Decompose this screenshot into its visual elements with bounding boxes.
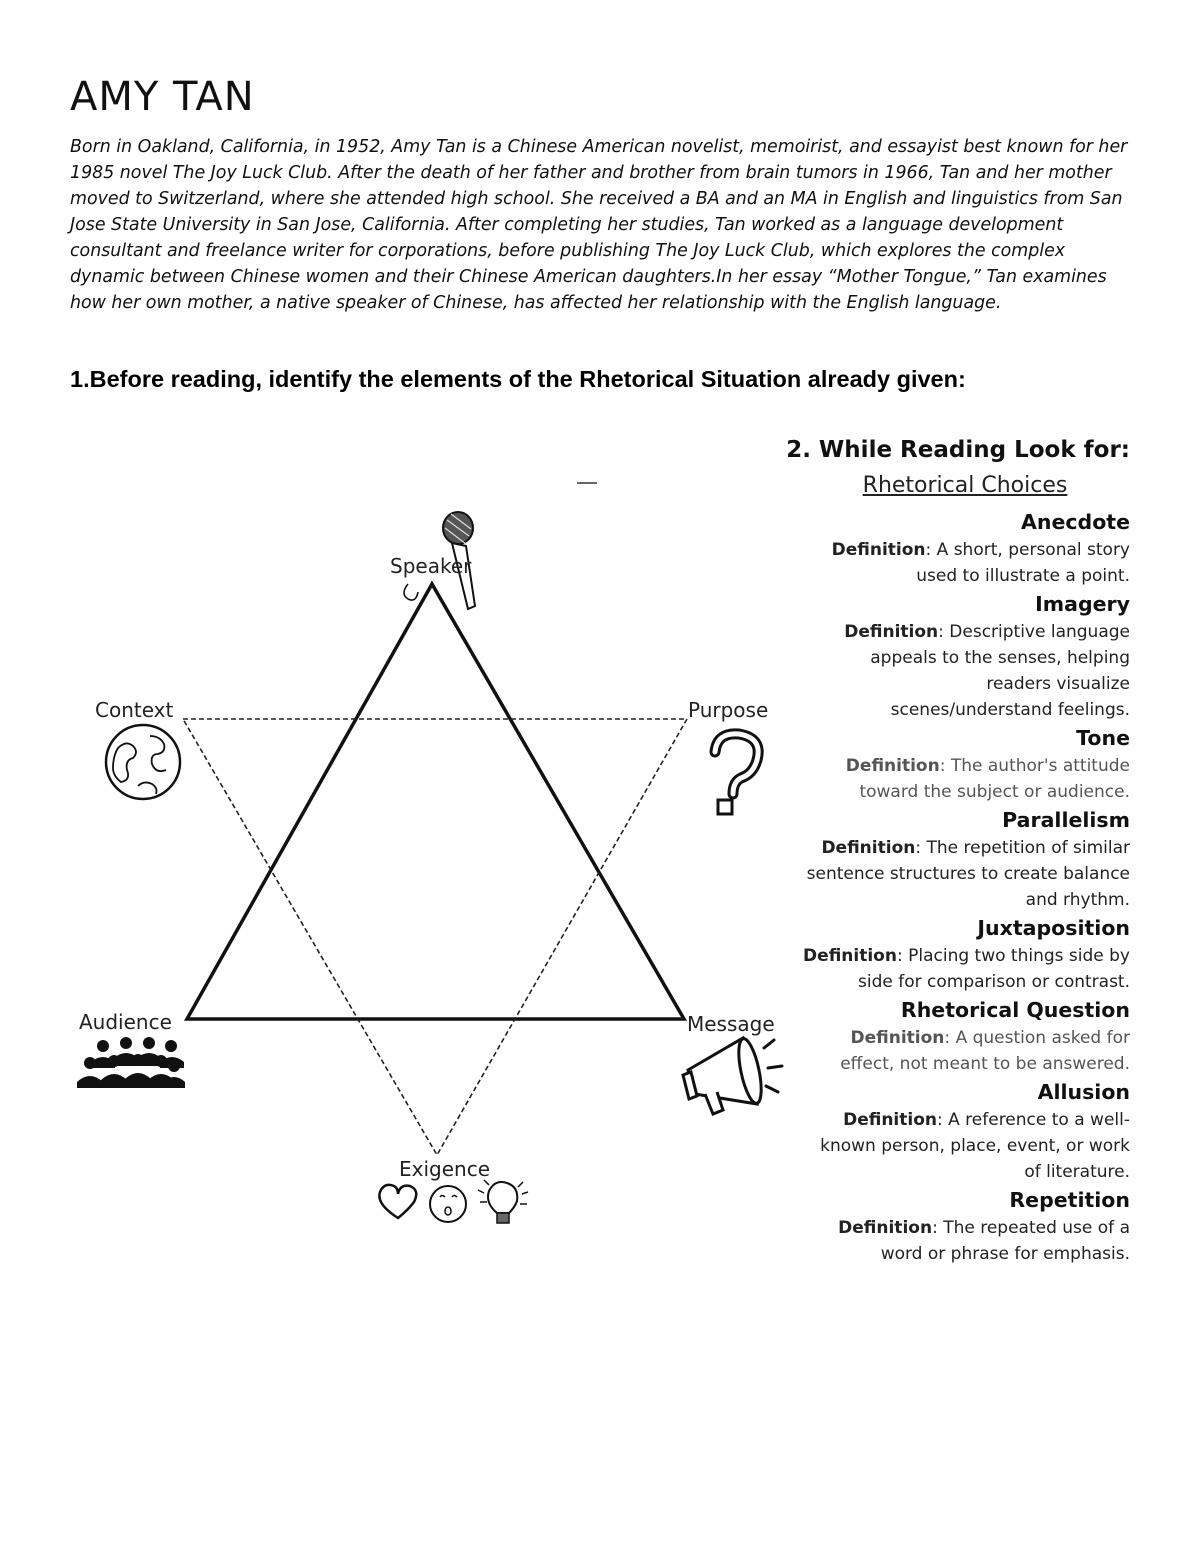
question-mark-icon xyxy=(715,734,758,814)
page-title: AMY TAN xyxy=(70,74,255,120)
question-1: 1.Before reading, identify the elements of the Rhetorical Situation already given: xyxy=(70,366,966,392)
dashed-triangle xyxy=(183,719,687,1155)
message-label: Message xyxy=(687,1012,775,1036)
people-group-icon xyxy=(77,1037,185,1088)
context-label: Context xyxy=(95,698,174,722)
definition-label: Definition xyxy=(850,1028,945,1048)
heart-icon xyxy=(379,1185,416,1218)
rhetorical-choices-panel xyxy=(780,432,1130,1267)
definition-text: The repetition of similar sentence structures to create balance and rhythm. xyxy=(806,838,1130,910)
term-tone: Tone xyxy=(1076,726,1130,750)
panel-heading: 2. While Reading Look for: xyxy=(786,437,1130,463)
panel-subheading-text: Rhetorical Choices xyxy=(862,473,1068,498)
definition-label: Definition xyxy=(831,540,926,560)
definition-text: A short, personal story used to illustrate a point. xyxy=(916,540,1130,586)
rhetorical-situation-diagram xyxy=(0,400,800,1280)
surprised-face-icon xyxy=(430,1186,466,1222)
definition-label: Definition xyxy=(838,1218,933,1238)
exigence-label: Exigence xyxy=(399,1157,491,1181)
definition-parallelism: Definition: The repetition of similar sentence structures to create balance and rhythm. xyxy=(806,838,1130,910)
term-rhetorical-question: Rhetorical Question xyxy=(900,998,1130,1022)
speaker-label: Speaker xyxy=(390,554,472,578)
term-repetition: Repetition xyxy=(1009,1188,1130,1212)
term-anecdote: Anecdote xyxy=(1021,510,1130,534)
definition-tone: Definition: The author's attitude toward the subject or audience. xyxy=(845,756,1130,802)
definition-text: Placing two things side by side for comparison or contrast. xyxy=(858,946,1130,992)
definition-text: A question asked for effect, not meant to be answered. xyxy=(840,1028,1130,1074)
definition-rhetorical-question: Definition: A question asked for effect, not meant to be answered. xyxy=(840,1028,1130,1074)
definition-text: Descriptive language appeals to the senses, helping readers visualize scenes/understand feelings. xyxy=(870,622,1130,720)
solid-triangle xyxy=(187,584,684,1019)
megaphone-icon xyxy=(683,1037,782,1114)
purpose-label: Purpose xyxy=(688,698,769,722)
definition-allusion: Definition: A reference to a well-known person, place, event, or work of literature. xyxy=(820,1110,1130,1182)
definition-label: Definition xyxy=(845,756,940,776)
panel-subheading xyxy=(780,470,1130,503)
definition-label: Definition xyxy=(821,838,916,858)
definition-anecdote: Definition: A short, personal story used to illustrate a point. xyxy=(831,540,1130,586)
lightbulb-icon xyxy=(478,1180,528,1223)
definition-text: A reference to a well-known person, place, event, or work of literature. xyxy=(820,1110,1130,1182)
definition-label: Definition xyxy=(803,946,897,966)
definition-text: The author's attitude toward the subject or audience. xyxy=(859,756,1130,802)
term-imagery: Imagery xyxy=(1035,592,1130,616)
definition-imagery: Definition: Descriptive language appeals to the senses, helping readers visualize scenes/understand feelings. xyxy=(844,622,1130,720)
definition-label: Definition xyxy=(843,1110,937,1130)
audience-label: Audience xyxy=(79,1010,172,1034)
term-parallelism: Parallelism xyxy=(1002,808,1130,832)
author-bio: Born in Oakland, California, in 1952, Amy Tan is a Chinese American novelist, memoirist, and essayist best known for her 1985 novel The Joy Luck Club. After the death of her father and brother from brain tumors in 1966, Tan and her mother moved to Switzerland, where she attended high school. She received a BA and an MA in English and linguistics from San Jose State University in San Jose, California. After completing her studies, Tan worked as a language development consultant and freelance writer for corporations, before publishing The Joy Luck Club, which explores the complex dynamic between Chinese women and their Chinese American daughters.In her essay “Mother Tongue,” Tan examines how her own mother, a native speaker of Chinese, has affected her relationship with the English language. xyxy=(70,137,1128,313)
definition-text: The repeated use of a word or phrase for emphasis. xyxy=(880,1218,1130,1264)
term-juxtaposition: Juxtaposition xyxy=(977,916,1130,940)
definition-juxtaposition: Definition: Placing two things side by side for comparison or contrast. xyxy=(803,946,1130,992)
definition-repetition: Definition: The repeated use of a word or phrase for emphasis. xyxy=(838,1218,1130,1264)
globe-icon xyxy=(106,725,180,799)
definition-label: Definition xyxy=(844,622,939,642)
term-allusion: Allusion xyxy=(1037,1080,1130,1104)
